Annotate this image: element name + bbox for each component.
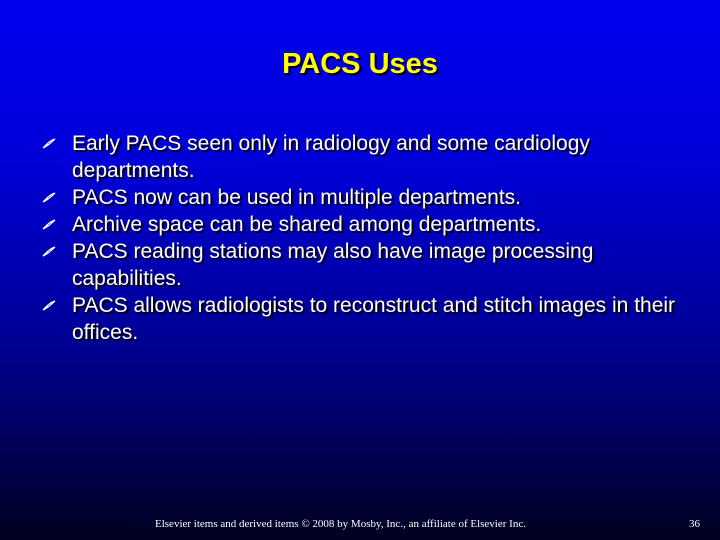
page-number: 36 [689,518,700,530]
quill-bullet-icon [42,300,56,311]
slide-title: PACS Uses [282,48,438,80]
bullet-list [42,130,682,346]
bullet-text: Early PACS seen only in radiology and some cardiology departments. [72,132,590,182]
bullet-item [42,292,682,346]
bullet-item [42,211,682,238]
quill-bullet-icon [42,219,56,230]
bullet-item [42,184,682,211]
bullet-item [42,130,682,184]
bullet-text: PACS reading stations may also have image processing capabilities. [72,240,594,290]
quill-bullet-icon [42,138,56,149]
bullet-text: PACS now can be used in multiple departments. [72,186,522,209]
bullet-text: Archive space can be shared among departments. [72,213,542,236]
quill-bullet-icon [42,246,56,257]
copyright-footer: Elsevier items and derived items © 2008 by Mosby, Inc., an affiliate of Elsevier Inc. [155,518,526,530]
quill-bullet-icon [42,192,56,203]
bullet-item [42,238,682,292]
bullet-text: PACS allows radiologists to reconstruct and stitch images in their offices. [72,294,676,344]
